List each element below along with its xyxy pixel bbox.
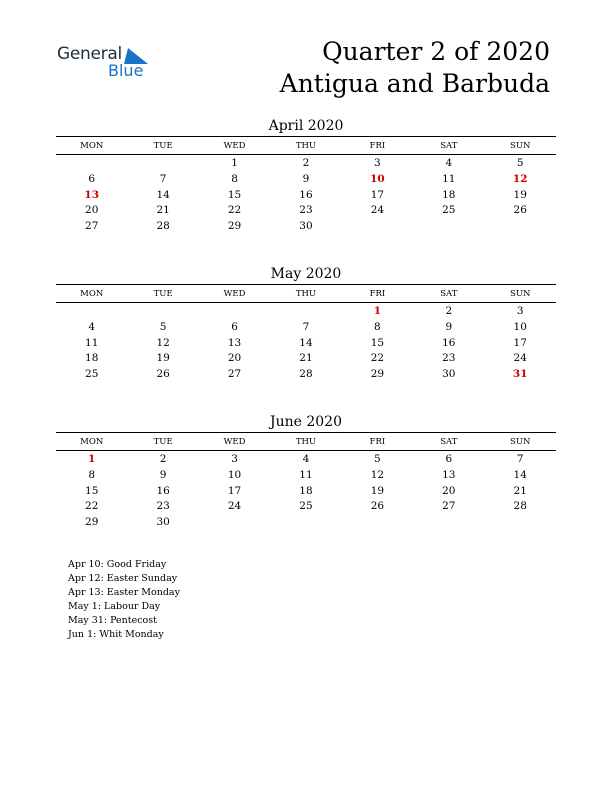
day-cell: 25: [299, 500, 313, 513]
week-row: [56, 303, 556, 319]
weekday-label: WED: [223, 437, 246, 447]
day-cell: 16: [299, 188, 313, 201]
empty-cell: [485, 218, 556, 234]
day-cell: 6: [88, 172, 96, 185]
holiday-day-cell: 1: [88, 453, 96, 465]
day-cell: 5: [516, 157, 524, 169]
holiday-note: Apr 10: Good Friday: [68, 559, 167, 570]
day-cell: 9: [159, 468, 167, 481]
day-cell: 12: [370, 468, 385, 481]
holiday-note: Apr 13: Easter Monday: [68, 587, 180, 599]
day-cell: 4: [88, 320, 96, 333]
day-cell: 8: [231, 172, 238, 185]
day-cell: 16: [156, 484, 170, 497]
week-row: [56, 498, 556, 514]
empty-cell: [56, 303, 127, 319]
day-cell: 26: [156, 368, 170, 381]
day-cell: 28: [156, 220, 170, 233]
day-cell: 26: [370, 500, 385, 513]
day-cell: 13: [442, 468, 456, 481]
month-rule: [56, 136, 556, 137]
weeks-grid: [56, 451, 556, 530]
month-rule: [56, 432, 556, 433]
day-cell: 23: [442, 352, 456, 365]
day-cell: 20: [442, 484, 456, 497]
day-cell: 23: [299, 204, 313, 217]
month-title: May 2020: [270, 266, 342, 282]
weekday-label: MON: [80, 289, 104, 299]
empty-cell: [342, 218, 413, 234]
day-cell: 17: [227, 484, 242, 497]
day-cell: 15: [227, 188, 242, 201]
week-row: [56, 366, 556, 382]
day-cell: 28: [513, 500, 527, 513]
day-cell: 18: [442, 188, 456, 201]
weekday-header: [56, 286, 556, 302]
empty-cell: [485, 514, 556, 530]
empty-cell: [413, 218, 484, 234]
day-cell: 22: [227, 204, 242, 217]
weekday-label: TUE: [153, 141, 173, 151]
day-cell: 7: [159, 172, 167, 185]
weekday-label: SUN: [510, 289, 531, 299]
day-cell: 4: [445, 157, 453, 169]
day-cell: 4: [302, 453, 310, 465]
holiday-day-cell: 1: [373, 305, 382, 317]
day-cell: 9: [445, 320, 453, 333]
month-block-june: [56, 413, 556, 530]
day-cell: 25: [85, 368, 99, 381]
day-cell: 22: [85, 500, 99, 513]
day-cell: 6: [231, 320, 238, 333]
day-cell: 20: [85, 204, 99, 217]
holiday-day-cell: 31: [512, 368, 528, 381]
month-rule: [56, 284, 556, 285]
day-cell: 11: [299, 468, 313, 481]
page-subtitle: Antigua and Barbuda: [279, 69, 550, 98]
day-cell: 2: [159, 453, 167, 465]
page-title: Quarter 2 of 2020: [322, 37, 550, 66]
holiday-notes: [68, 558, 180, 643]
week-row: [56, 171, 556, 187]
month-title: June 2020: [269, 414, 342, 430]
weeks-grid: [56, 303, 556, 382]
logo-text-blue: Blue: [108, 61, 144, 80]
day-cell: 21: [513, 484, 527, 497]
day-cell: 28: [299, 368, 313, 381]
day-cell: 3: [516, 305, 524, 317]
month-block-may: [56, 265, 556, 382]
day-cell: 14: [299, 336, 313, 349]
day-cell: 29: [227, 220, 242, 233]
brand-logo: [57, 44, 157, 80]
day-cell: 11: [442, 172, 456, 185]
empty-cell: [199, 303, 270, 319]
day-cell: 2: [302, 157, 310, 169]
week-row: [56, 467, 556, 483]
empty-cell: [127, 303, 198, 319]
day-cell: 30: [442, 368, 456, 381]
day-cell: 22: [370, 352, 385, 365]
day-cell: 30: [299, 220, 313, 233]
weekday-label: SAT: [440, 289, 458, 299]
day-cell: 14: [156, 188, 170, 201]
weekday-header: [56, 434, 556, 450]
weekday-label: SAT: [440, 141, 458, 151]
weekday-label: MON: [80, 141, 104, 151]
day-cell: 10: [513, 320, 527, 333]
weekday-header: [56, 138, 556, 154]
day-cell: 20: [227, 352, 242, 365]
week-row: [56, 335, 556, 351]
day-cell: 26: [513, 204, 527, 217]
holiday-day-cell: 12: [512, 172, 528, 185]
day-cell: 14: [513, 468, 527, 481]
holiday-day-cell: 10: [370, 172, 385, 185]
day-cell: 18: [85, 352, 99, 365]
week-row: [56, 514, 556, 530]
day-cell: 24: [370, 204, 385, 217]
holiday-note: May 31: Pentecost: [68, 615, 157, 627]
empty-cell: [270, 303, 341, 319]
day-cell: 6: [445, 453, 453, 465]
day-cell: 29: [85, 516, 99, 529]
day-cell: 15: [85, 484, 99, 497]
weekday-label: TUE: [153, 289, 173, 299]
day-cell: 24: [227, 500, 242, 513]
empty-cell: [342, 514, 413, 530]
day-cell: 10: [227, 468, 242, 481]
week-row: [56, 187, 556, 203]
holiday-note: Jun 1: Whit Monday: [68, 629, 164, 641]
week-row: [56, 218, 556, 234]
holiday-note: Apr 12: Easter Sunday: [68, 573, 178, 585]
day-cell: 15: [370, 336, 385, 349]
day-cell: 19: [370, 484, 385, 497]
weekday-label: THU: [295, 141, 317, 151]
day-cell: 2: [445, 305, 453, 317]
day-cell: 13: [227, 336, 242, 349]
weekday-label: TUE: [153, 437, 173, 447]
day-cell: 23: [156, 500, 170, 513]
day-cell: 16: [442, 336, 456, 349]
week-row: [56, 350, 556, 366]
day-cell: 29: [370, 368, 385, 381]
day-cell: 5: [159, 320, 167, 333]
day-cell: 25: [442, 204, 456, 217]
weeks-grid: [56, 155, 556, 234]
week-row: [56, 319, 556, 335]
day-cell: 9: [302, 172, 310, 185]
day-cell: 12: [156, 336, 170, 349]
day-cell: 19: [513, 188, 527, 201]
weekday-label: FRI: [369, 289, 386, 299]
holiday-day-cell: 13: [84, 188, 100, 201]
day-cell: 17: [513, 336, 527, 349]
month-title: April 2020: [268, 118, 344, 134]
day-cell: 11: [85, 336, 99, 349]
day-cell: 7: [516, 453, 524, 465]
day-cell: 8: [374, 320, 381, 333]
weekday-label: FRI: [369, 437, 386, 447]
weekday-label: WED: [223, 289, 246, 299]
day-cell: 27: [85, 220, 99, 233]
day-cell: 5: [374, 453, 381, 465]
weekday-label: SUN: [510, 437, 531, 447]
day-cell: 21: [299, 352, 313, 365]
weekday-label: SAT: [440, 437, 458, 447]
week-row: [56, 155, 556, 171]
day-cell: 17: [370, 188, 385, 201]
empty-cell: [56, 155, 127, 171]
day-cell: 27: [442, 500, 456, 513]
month-block-april: [56, 117, 556, 234]
day-cell: 30: [156, 516, 170, 529]
day-cell: 8: [88, 468, 96, 481]
weekday-label: SUN: [510, 141, 531, 151]
empty-cell: [413, 514, 484, 530]
day-cell: 21: [156, 204, 170, 217]
day-cell: 1: [231, 157, 238, 169]
empty-cell: [127, 155, 198, 171]
day-cell: 27: [227, 368, 242, 381]
week-row: [56, 202, 556, 218]
day-cell: 18: [299, 484, 313, 497]
weekday-label: MON: [80, 437, 104, 447]
holiday-note: May 1: Labour Day: [68, 601, 161, 613]
weekday-label: THU: [295, 437, 317, 447]
logo-text-general: General: [57, 44, 122, 64]
day-cell: 7: [302, 320, 310, 333]
week-row: [56, 483, 556, 499]
weekday-label: FRI: [369, 141, 386, 151]
day-cell: 19: [156, 352, 170, 365]
day-cell: 3: [231, 453, 238, 465]
weekday-label: WED: [223, 141, 246, 151]
day-cell: 24: [513, 352, 527, 365]
empty-cell: [199, 514, 270, 530]
day-cell: 3: [374, 157, 381, 169]
week-row: [56, 451, 556, 467]
empty-cell: [270, 514, 341, 530]
weekday-label: THU: [295, 289, 317, 299]
